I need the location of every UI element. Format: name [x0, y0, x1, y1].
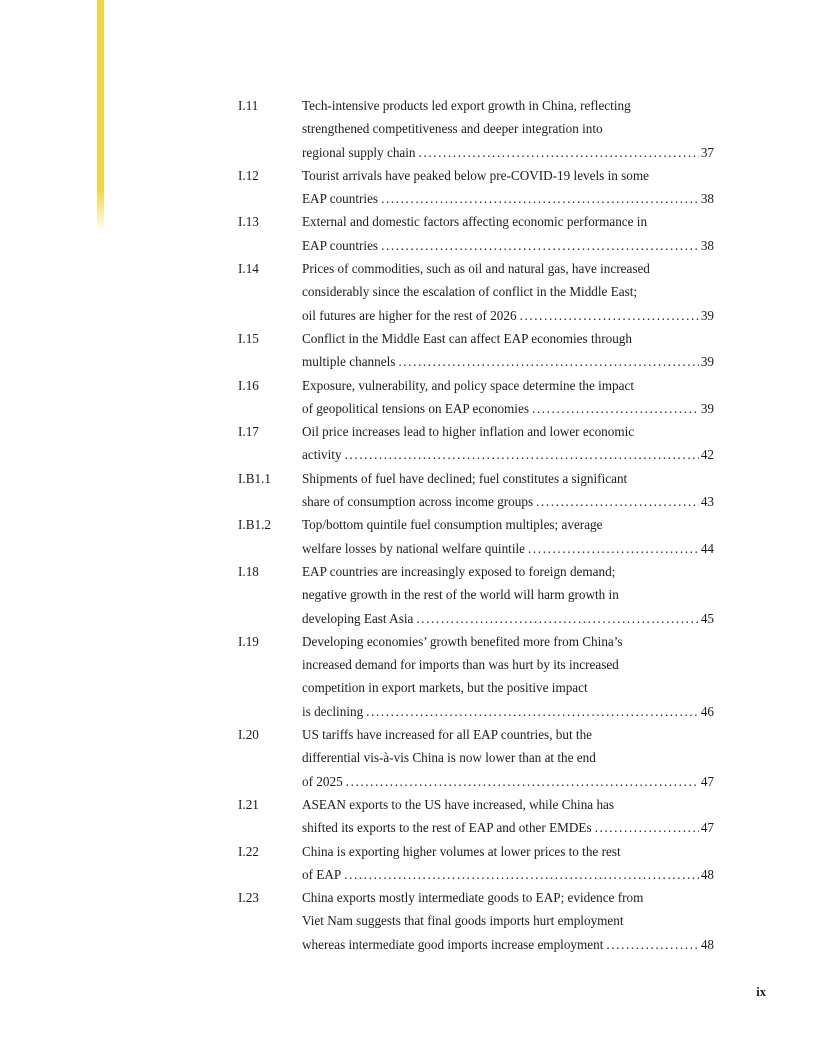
entry-title-line — [302, 723, 714, 746]
figure-number: I.19 — [238, 633, 259, 649]
toc-entry — [238, 840, 714, 887]
entry-title-line — [302, 280, 714, 303]
entry-title-line — [302, 630, 714, 653]
entry-title-text: EAP countries — [302, 237, 379, 253]
page-ref: 39 — [700, 307, 714, 323]
accent-bar — [97, 0, 104, 232]
toc-entry — [238, 257, 714, 327]
dot-leader — [520, 304, 699, 327]
entry-title-line — [302, 560, 714, 583]
entry-title-text: negative growth in the rest of the world will harm growth in — [302, 587, 619, 603]
dot-leader — [416, 607, 698, 630]
entry-title-text: multiple channels — [302, 354, 396, 370]
entry-title-line — [302, 607, 714, 630]
dot-leader — [345, 443, 699, 466]
toc-entry — [238, 327, 714, 374]
dot-leader — [344, 863, 699, 886]
entry-title-line — [302, 537, 714, 560]
page-ref: 48 — [700, 866, 714, 882]
entry-title-line — [302, 94, 714, 117]
page-ref: 39 — [700, 354, 714, 370]
entry-title-line — [302, 304, 714, 327]
entry-body — [302, 630, 714, 723]
entry-title-line — [302, 793, 714, 816]
entry-title-line — [302, 397, 714, 420]
entry-title-line — [302, 350, 714, 373]
entry-body — [302, 840, 714, 887]
entry-title-line — [302, 234, 714, 257]
entry-title-line — [302, 886, 714, 909]
entry-title-text: developing East Asia — [302, 610, 414, 626]
page-ref: 42 — [700, 447, 714, 463]
entry-title-text: of EAP — [302, 866, 342, 882]
entry-title-line — [302, 770, 714, 793]
figure-number: I.23 — [238, 890, 259, 906]
page-ref: 38 — [700, 191, 714, 207]
figure-number: I.16 — [238, 377, 259, 393]
page-ref: 43 — [700, 494, 714, 510]
page-ref: 39 — [700, 400, 714, 416]
entry-title-text: share of consumption across income groups — [302, 494, 534, 510]
figure-number: I.14 — [238, 261, 259, 277]
entry-title-text: shifted its exports to the rest of EAP and other EMDEs — [302, 820, 592, 836]
entry-title-line — [302, 117, 714, 140]
dot-leader — [366, 700, 699, 723]
entry-title-line — [302, 443, 714, 466]
entry-title-text: Top/bottom quintile fuel consumption multiples; average — [302, 517, 603, 533]
figure-number: I.17 — [238, 424, 259, 440]
entry-title-line — [302, 863, 714, 886]
dot-leader — [381, 187, 699, 210]
entry-title-line — [302, 374, 714, 397]
dot-leader — [381, 234, 699, 257]
entry-body — [302, 793, 714, 840]
entry-title-text: Tourist arrivals have peaked below pre-COVID-19 levels in some — [302, 167, 649, 183]
entry-title-text: China exports mostly intermediate goods to EAP; evidence from — [302, 890, 644, 906]
dot-leader — [606, 933, 698, 956]
page-ref: 44 — [700, 540, 714, 556]
entry-body — [302, 327, 714, 374]
entry-title-text: activity — [302, 447, 342, 463]
entry-title-line — [302, 420, 714, 443]
toc-entry — [238, 164, 714, 211]
toc-entry — [238, 513, 714, 560]
entry-title-text: considerably since the escalation of conflict in the Middle East; — [302, 284, 638, 300]
toc-entry — [238, 210, 714, 257]
figure-number: I.13 — [238, 214, 259, 230]
toc-list — [238, 94, 714, 956]
entry-title-text: Developing economies’ growth benefited more from China’s — [302, 633, 623, 649]
toc-entry — [238, 723, 714, 793]
entry-title-text: of geopolitical tensions on EAP economies — [302, 400, 529, 416]
entry-title-line — [302, 653, 714, 676]
entry-title-line — [302, 700, 714, 723]
entry-title-text: ASEAN exports to the US have increased, while China has — [302, 796, 615, 812]
entry-title-text: whereas intermediate good imports increase employment — [302, 936, 604, 952]
entry-title-line — [302, 816, 714, 839]
entry-title-text: External and domestic factors affecting economic performance in — [302, 214, 648, 230]
dot-leader — [419, 141, 699, 164]
dot-leader — [528, 537, 699, 560]
entry-title-text: Oil price increases lead to higher inflation and lower economic — [302, 424, 635, 440]
entry-title-text: EAP countries — [302, 191, 379, 207]
entry-body — [302, 257, 714, 327]
page-ref: 38 — [700, 237, 714, 253]
dot-leader — [398, 350, 698, 373]
figure-number: I.18 — [238, 563, 259, 579]
page-ref: 46 — [700, 703, 714, 719]
toc-entry — [238, 630, 714, 723]
entry-title-line — [302, 513, 714, 536]
entry-title-text: Tech-intensive products led export growth in China, reflecting — [302, 98, 631, 113]
toc-entry — [238, 467, 714, 514]
figure-number: I.15 — [238, 330, 259, 346]
entry-body — [302, 513, 714, 560]
entry-title-text: Prices of commodities, such as oil and natural gas, have increased — [302, 261, 650, 277]
entry-title-text: Shipments of fuel have declined; fuel constitutes a significant — [302, 470, 628, 486]
entry-title-text: Exposure, vulnerability, and policy space determine the impact — [302, 377, 635, 393]
dot-leader — [536, 490, 699, 513]
entry-title-line — [302, 583, 714, 606]
entry-title-text: strengthened competitiveness and deeper integration into — [302, 121, 603, 137]
entry-title-line — [302, 840, 714, 863]
toc-entry — [238, 420, 714, 467]
entry-body — [302, 420, 714, 467]
entry-title-line — [302, 257, 714, 280]
entry-title-text: is declining — [302, 703, 364, 719]
entry-title-line — [302, 746, 714, 769]
toc-entry — [238, 560, 714, 630]
entry-body — [302, 374, 714, 421]
entry-title-line — [302, 210, 714, 233]
toc-entry — [238, 94, 714, 164]
figure-number: I.21 — [238, 796, 259, 812]
entry-title-line — [302, 909, 714, 932]
page-ref: 48 — [700, 936, 714, 952]
entry-title-text: of 2025 — [302, 773, 343, 789]
dot-leader — [532, 397, 699, 420]
page-folio: ix — [756, 985, 766, 999]
entry-body — [302, 723, 714, 793]
entry-title-line — [302, 187, 714, 210]
entry-title-text: China is exporting higher volumes at lower prices to the rest — [302, 843, 621, 859]
entry-title-text: increased demand for imports than was hurt by its increased — [302, 657, 619, 673]
entry-body — [302, 210, 714, 257]
entry-body — [302, 94, 714, 164]
entry-title-line — [302, 141, 714, 164]
page-ref: 45 — [700, 610, 714, 626]
entry-title-text: EAP countries are increasingly exposed to foreign demand; — [302, 563, 616, 579]
figure-number: I.20 — [238, 727, 259, 743]
figure-number: I.B1.1 — [238, 470, 271, 486]
toc-entry — [238, 886, 714, 956]
entry-body — [302, 886, 714, 956]
entry-title-text: Viet Nam suggests that final goods imports hurt employment — [302, 913, 624, 929]
entry-title-line — [302, 164, 714, 187]
entry-title-text: US tariffs have increased for all EAP countries, but the — [302, 727, 593, 743]
entry-title-line — [302, 327, 714, 350]
figure-number: I.12 — [238, 167, 259, 183]
entry-title-line — [302, 467, 714, 490]
figure-number: I.11 — [238, 98, 259, 113]
entry-title-text: differential vis-à-vis China is now lower than at the end — [302, 750, 596, 766]
page-ref: 47 — [700, 773, 714, 789]
figure-number: I.22 — [238, 843, 259, 859]
entry-title-line — [302, 676, 714, 699]
dot-leader — [595, 816, 699, 839]
entry-title-text: Conflict in the Middle East can affect EAP economies through — [302, 330, 632, 346]
toc-entry — [238, 374, 714, 421]
entry-body — [302, 560, 714, 630]
entry-title-text: regional supply chain — [302, 144, 416, 160]
figure-number: I.B1.2 — [238, 517, 271, 533]
entry-title-line — [302, 490, 714, 513]
entry-title-text: oil futures are higher for the rest of 2026 — [302, 307, 517, 323]
page-ref: 37 — [700, 144, 714, 160]
entry-title-line — [302, 933, 714, 956]
entry-body — [302, 164, 714, 211]
toc-entry — [238, 793, 714, 840]
entry-title-text: competition in export markets, but the positive impact — [302, 680, 588, 696]
page-ref: 47 — [700, 820, 714, 836]
entry-title-text: welfare losses by national welfare quintile — [302, 540, 526, 556]
entry-body — [302, 467, 714, 514]
dot-leader — [346, 770, 699, 793]
